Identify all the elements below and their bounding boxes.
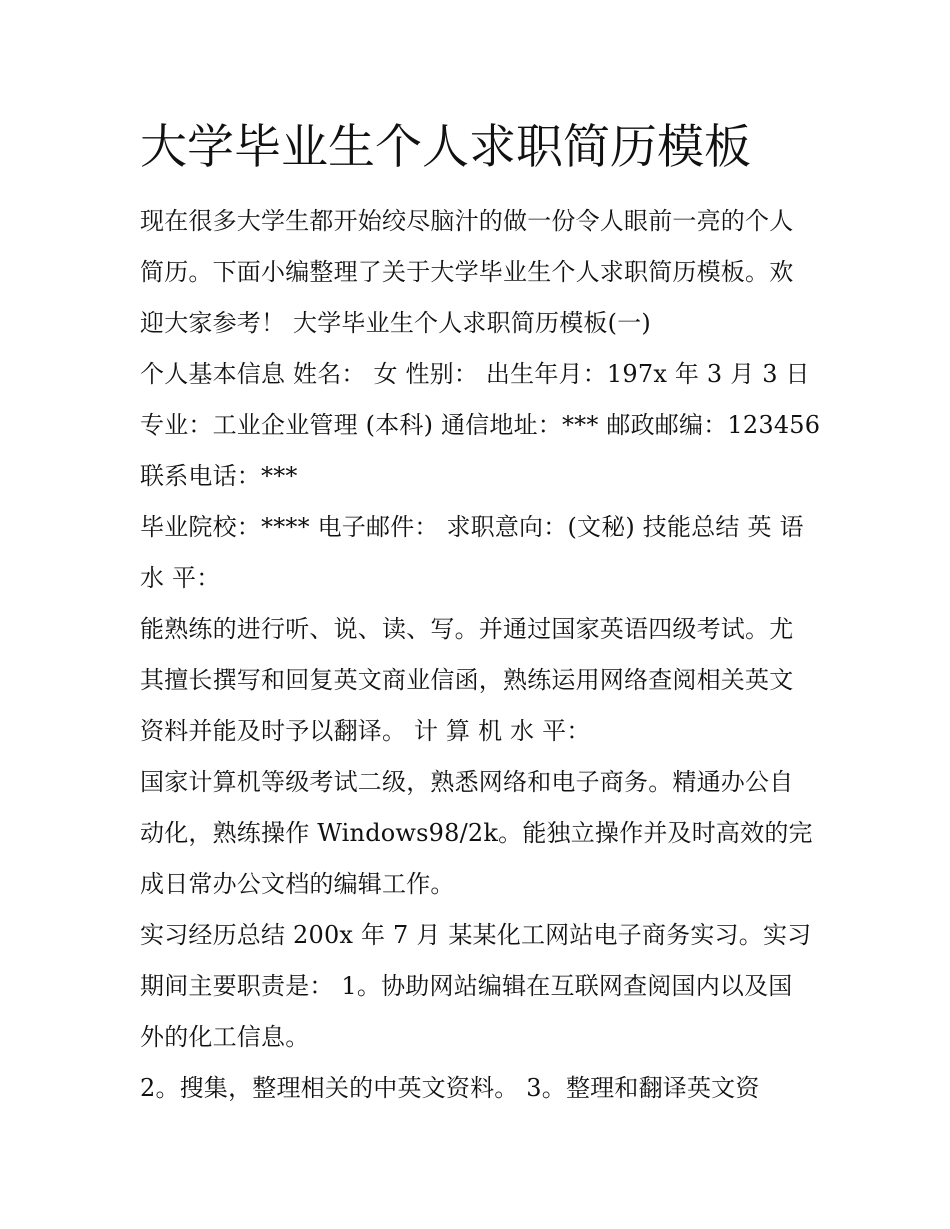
document-body: [140, 196, 830, 1114]
text-line-16: 期间主要职责是： 1。协助网站编辑在互联网查阅国内以及国: [140, 972, 793, 1000]
text-line-2: 简历。下面小编整理了关于大学毕业生个人求职简历模板。欢: [140, 258, 794, 286]
text-line-5: 专业：工业企业管理 (本科) 通信地址：*** 邮政邮编：123456: [140, 411, 821, 439]
text-line-9: 能熟练的进行听、说、读、写。并通过国家英语四级考试。尤: [140, 615, 794, 643]
text-line-3: 迎大家参考！ 大学毕业生个人求职简历模板(一): [140, 309, 651, 337]
text-line-7: 毕业院校：**** 电子邮件： 求职意向：(文秘) 技能总结 英 语: [140, 513, 804, 541]
text-line-12: 国家计算机等级考试二级，熟悉网络和电子商务。精通办公自: [140, 768, 794, 796]
text-line-14: 成日常办公文档的编辑工作。: [140, 870, 455, 898]
text-line-8: 水 平：: [140, 564, 221, 592]
text-line-17: 外的化工信息。: [140, 1023, 310, 1051]
text-line-15: 实习经历总结 200x 年 7 月 某某化工网站电子商务实习。实习: [140, 921, 812, 949]
text-line-4: 个人基本信息 姓名： 女 性别： 出生年月：197x 年 3 月 3 日: [140, 360, 810, 388]
text-line-11: 资料并能及时予以翻译。 计 算 机 水 平：: [140, 717, 591, 745]
document-title: 大学毕业生个人求职简历模板: [140, 120, 751, 175]
text-line-18: 2。搜集，整理相关的中英文资料。 3。整理和翻译英文资: [140, 1074, 760, 1102]
text-line-13: 动化，熟练操作 Windows98/2k。能独立操作并及时高效的完: [140, 819, 813, 847]
text-line-6: 联系电话：***: [140, 462, 298, 490]
text-line-1: 现在很多大学生都开始绞尽脑汁的做一份令人眼前一亮的个人: [140, 207, 794, 235]
text-line-10: 其擅长撰写和回复英文商业信函，熟练运用网络查阅相关英文: [140, 666, 794, 694]
